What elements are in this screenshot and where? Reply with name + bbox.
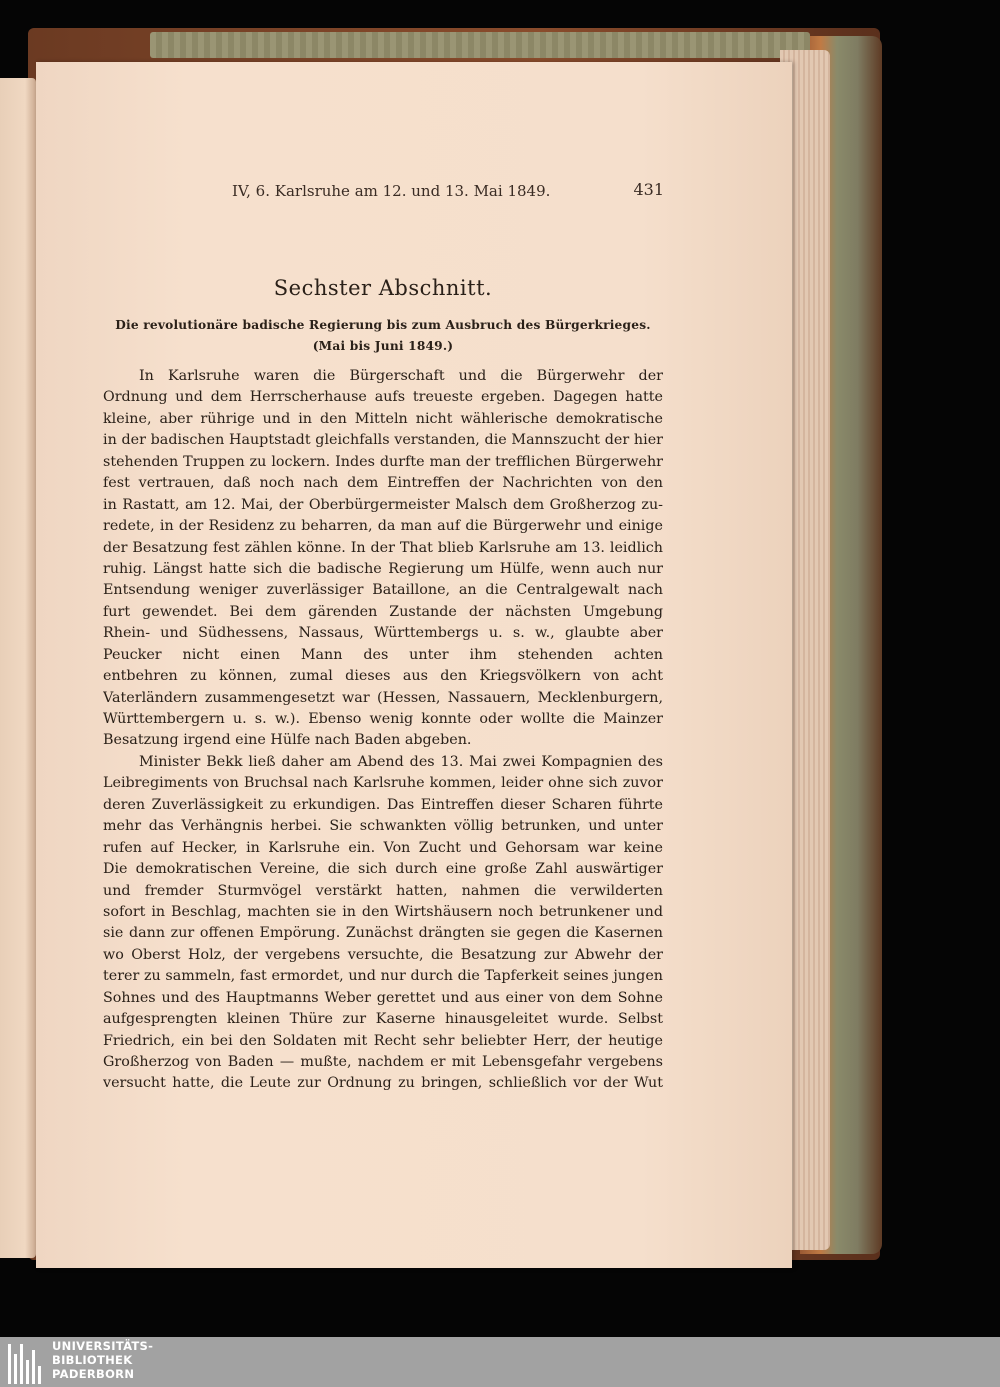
text-line: Großherzog von Baden — mußte, nachdem er mit Lebensgefahr vergebens	[103, 1054, 663, 1070]
text-line: ruhig. Längst hatte sich die badische Regierung um Hülfe, wenn auch nur	[103, 560, 663, 577]
library-logo-text	[52, 1339, 153, 1381]
section-subtitle	[100, 315, 666, 357]
text-line: Vaterländern zusammengesetzt war (Hessen, Nassauern, Mecklenburgern,	[103, 689, 663, 706]
text-line: Entsendung weniger zuverlässiger Bataillone, an die Centralgewalt nach	[103, 582, 663, 599]
page-number: 431	[633, 180, 664, 199]
text-line: fest vertrauen, daß noch nach dem Eintreffen der Nachrichten von den	[103, 475, 663, 492]
text-line: In Karlsruhe waren die Bürgerschaft und die Bürgerwehr der	[139, 368, 663, 384]
text-line: Friedrich, ein bei den Soldaten mit Recht sehr beliebter Herr, der heutige	[103, 1032, 663, 1049]
facing-page	[0, 78, 36, 1258]
text-line: Peucker nicht einen Mann des unter ihm stehenden achten	[103, 646, 663, 663]
text-line: redete, in der Residenz zu beharren, da man auf die Bürgerwehr und einige	[103, 518, 663, 535]
text-line: Minister Bekk ließ daher am Abend des 13. Mai zwei Kompagnien des	[139, 753, 663, 770]
cloth-binding	[150, 32, 810, 58]
text-line: entbehren zu können, zumal dieses aus den Kriegsvölkern von acht	[103, 668, 663, 685]
text-line: der Besatzung fest zählen könne. In der That blieb Karlsruhe am 13. leidlich	[103, 539, 663, 556]
section-date-range: (Mai bis Juni 1849.)	[312, 339, 454, 353]
text-line: wo Oberst Holz, der vergebens versuchte, die Besatzung zur Abwehr der	[103, 946, 663, 963]
text-line: Die demokratischen Vereine, die sich durch eine große Zahl auswärtiger	[103, 861, 663, 878]
library-footer-bar	[0, 1337, 1000, 1387]
text-line: Ordnung und dem Herrscherhause aufs treueste ergeben. Dagegen hatte	[103, 389, 663, 406]
text-line: kleine, aber rührige und in den Mitteln nicht wählerische demokratische	[103, 410, 663, 427]
text-line: und fremder Sturmvögel verstärkt hatten, nahmen die verwilderten	[103, 882, 663, 899]
text-line: in Rastatt, am 12. Mai, der Oberbürgermeister Malsch dem Großherzog zu-	[103, 496, 663, 513]
text-line: rufen auf Hecker, in Karlsruhe ein. Von Zucht und Gehorsam war keine	[103, 839, 663, 856]
text-line: sie dann zur offenen Empörung. Zunächst drängten sie gegen die Kasernen	[103, 925, 663, 942]
text-line: Sohnes und des Hauptmanns Weber gerettet und aus einer von dem Sohne	[103, 989, 663, 1006]
text-line: sofort in Beschlag, machten sie in den Wirtshäusern noch betrunkener und	[103, 903, 663, 920]
text-line: Leibregiments von Bruchsal nach Karlsruhe kommen, leider ohne sich zuvor	[103, 775, 663, 792]
text-line: furt gewendet. Bei dem gärenden Zustande der nächsten Umgebung	[103, 603, 663, 620]
text-line: Rhein- und Südhessens, Nassaus, Württembergs u. s. w., glaubte aber	[103, 625, 663, 642]
section-title: Sechster Abschnitt.	[273, 276, 493, 300]
text-line: mehr das Verhängnis herbei. Sie schwankten völlig betrunken, und unter	[103, 818, 663, 835]
logo-line: BIBLIOTHEK	[52, 1353, 133, 1367]
text-line: stehenden Truppen zu lockern. Indes durfte man der trefflichen Bürgerwehr	[103, 453, 663, 470]
library-logo-icon	[8, 1340, 48, 1384]
text-line: terer zu sammeln, fast ermordet, und nur durch die Tapferkeit seines jungen	[103, 968, 663, 985]
section-subtitle-line: Die revolutionäre badische Regierung bis zum Ausbruch des Bürgerkrieges.	[115, 318, 651, 332]
text-line: aufgesprengten kleinen Thüre zur Kaserne hinausgeleitet wurde. Selbst	[103, 1011, 663, 1028]
running-title: IV, 6. Karlsruhe am 12. und 13. Mai 1849.	[232, 182, 551, 200]
text-line: in der badischen Hauptstadt gleichfalls verstanden, die Mannszucht der hier	[103, 432, 663, 449]
logo-line: PADERBORN	[52, 1367, 135, 1381]
body-text	[103, 366, 663, 1095]
text-line: deren Zuverlässigkeit zu erkundigen. Das Eintreffen dieser Scharen führte	[103, 796, 663, 813]
logo-line: UNIVERSITÄTS-	[52, 1339, 154, 1353]
text-line: versucht hatte, die Leute zur Ordnung zu bringen, schließlich vor der Wut	[103, 1075, 663, 1092]
text-line: Besatzung irgend eine Hülfe nach Baden abgeben.	[103, 732, 472, 749]
text-line: Württembergern u. s. w.). Ebenso wenig konnte oder wollte die Mainzer	[103, 711, 663, 727]
